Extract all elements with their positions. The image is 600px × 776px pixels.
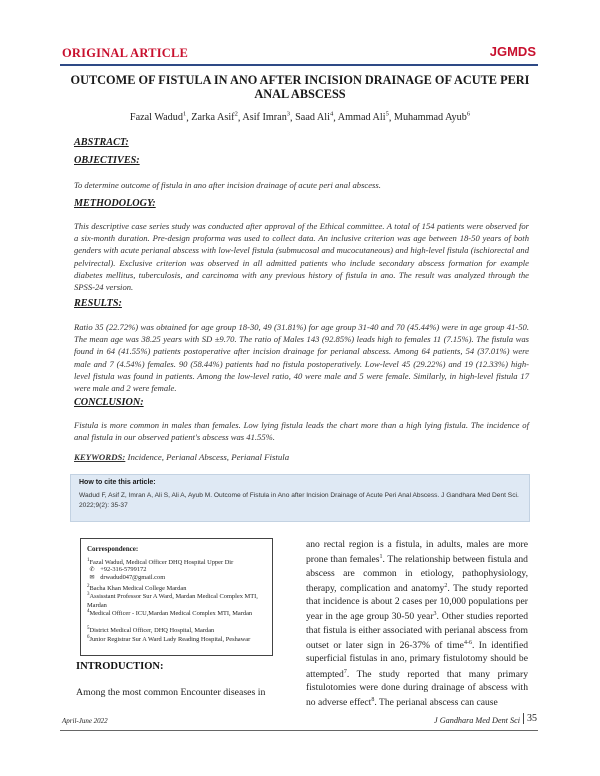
conclusion-heading: CONCLUSION: bbox=[74, 397, 144, 408]
correspondence-line: $^4$Medical Officer - ICU,Mardan Medical Complex MTI, Mardan bbox=[87, 609, 253, 618]
correspondence-line: $^1$Fazal Wadud, Medical Officer DHQ Hospital Upper Dir bbox=[87, 558, 234, 567]
citation-box bbox=[70, 474, 530, 522]
correspondence-line: $^2$Bacha Khan Medical College Mardan bbox=[87, 583, 187, 592]
author: Fazal Wadud$^1$ bbox=[129, 111, 187, 124]
correspondence-heading: Correspondence: bbox=[87, 545, 139, 553]
article-title: OUTCOME OF FISTULA IN ANO AFTER INCISION DRAINAGE OF ACUTE PERI ANAL ABSCESS bbox=[70, 73, 530, 101]
introduction-heading: INTRODUCTION: bbox=[76, 661, 164, 672]
header-rule bbox=[60, 64, 538, 66]
author: Saad Ali$^4$ bbox=[295, 111, 334, 124]
conclusion-text: Fistula is more common in males than females. Low lying fistula leads the chart more than a high lying fistula. The incidence of anal fistula in our observed patient's abscess was 41.55%. bbox=[74, 420, 529, 443]
keywords-text: Incidence, Perianal Abscess, Perianal Fistula bbox=[127, 452, 290, 462]
results-heading: RESULTS: bbox=[74, 298, 122, 309]
email-icon: ✉ bbox=[89, 575, 95, 581]
author-list: Fazal Wadud$^1$, Zarka Asif$^2$, Asif Imran$^3$, Saad Ali$^4$, Ammad Ali$^5$, Muhammad Ayub$^6$ bbox=[129, 111, 471, 124]
objectives-text: To determine outcome of fistula in ano after incision drainage of acute peri anal abscess. bbox=[74, 180, 381, 190]
author: Zarka Asif$^2$ bbox=[191, 111, 238, 124]
keywords-label: KEYWORDS: bbox=[74, 452, 126, 462]
correspondence-line: $^6$Junior Registrar Sur A Ward Lady Reading Hospital, Peshawar bbox=[87, 634, 251, 643]
body-text-right-column: ano rectal region is a fistula, in adults, males are more prone than females$^1$. The relationship between fistula and abscess are common in etiology, pathophysiology, therapy, complication and anatomy$^2$. The study reported that incidence is about 2 cases per 10,000 populations per year in the age group 30-50 year$^3$. Other studies reported that fistula is either associated with perianal abscess from outset or later sign in 26-37% of time$^{4-6}$. In identified superficial fistulas in ano, primary fistulotomy should be attempted$^7$. The study reported that many primary fistulotomies were done during drainage of abscess with no adverse effect$^8$. The perianal abscess can cause bbox=[306, 539, 528, 709]
methodology-text: This descriptive case series study was conducted after approval of the Ethical committee. A total of 154 patients were observed for a six-month duration. Pre-design proforma was used to collect data. An inclusive criterion was age between 18-50 years of both genders with acute perianal abscess with low-level fistula (submucosal and mucocutaneous) and high-level fistula (ischiorectal and pelvirectal). Exclusive criterion was observed in all admitted patients who include secondary abscess formation for example diabetes mellitus, tuberculosis, and carcinoma with any previous history of fistula in ano. The result was analyzed through the SPSS-24 version. bbox=[74, 221, 529, 293]
correspondence-line: $^5$District Medical Officer, DHQ Hospital, Mardan bbox=[87, 626, 215, 635]
correspondence-phone: ✆ +92-316-5799172 bbox=[87, 566, 267, 575]
footer-date: April-June 2022 bbox=[62, 717, 108, 725]
page-number: 35 bbox=[523, 713, 537, 724]
objectives-heading: OBJECTIVES: bbox=[74, 155, 140, 166]
author: Ammad Ali$^5$ bbox=[337, 111, 389, 124]
author: Asif Imran$^3$ bbox=[242, 111, 291, 124]
introduction-text: Among the most common Encounter diseases in bbox=[76, 687, 266, 698]
results-text: Ratio 35 (22.72%) was obtained for age group 18-30, 49 (31.81%) for age group 31-40 and 70 (45.44%) were in age group 41-50. The mean age was 38.25 years with SD ±9.70. The ratio of Males 143 (92.85%) leads high to females 11 (7.15%). The fistula was found in 64 (41.55%) patients postoperative after incision drainage for perianal abscess. Among 64 patients, 54 (37.01%) were male and 7 (4.54%) females. 90 (58.44%) patients had no fistula postoperatively. Low-level 45 (29.22%) and 19 (12.33%) high-level fistula was found in patients. Among the low-level ratio, 40 were male and 5 were female. Similarly, in high-level fistula 17 were male and 2 were female. bbox=[74, 322, 529, 394]
citation-heading: How to cite this article: bbox=[79, 479, 156, 486]
correspondence-email[interactable]: ✉ drwadud047@gmail.com bbox=[87, 574, 267, 583]
section-label: ORIGINAL ARTICLE bbox=[62, 46, 189, 60]
abstract-heading: ABSTRACT: bbox=[74, 137, 129, 148]
journal-logo: JGMDS bbox=[489, 44, 536, 59]
footer-journal: J Gandhara Med Dent Sci bbox=[434, 716, 520, 725]
footer-rule bbox=[60, 730, 538, 731]
correspondence-box bbox=[80, 538, 273, 656]
phone-icon: ✆ bbox=[89, 566, 95, 573]
citation-text: Wadud F, Asif Z, Imran A, Ali S, Ali A, Ayub M. Outcome of Fistula in Ano after Incision Drainage of Acute Peri Anal Abscess. J Gandhara Med Dent Sci. 2022;9(2): 35-37 bbox=[79, 492, 519, 509]
correspondence-line: $^3$Assisstant Professor Sur A Ward, Mardan Medical Complex MTI, Mardan bbox=[87, 592, 258, 609]
methodology-heading: METHODOLOGY: bbox=[74, 198, 156, 209]
keywords bbox=[74, 452, 289, 462]
author: Muhammad Ayub$^6$ bbox=[393, 111, 471, 124]
